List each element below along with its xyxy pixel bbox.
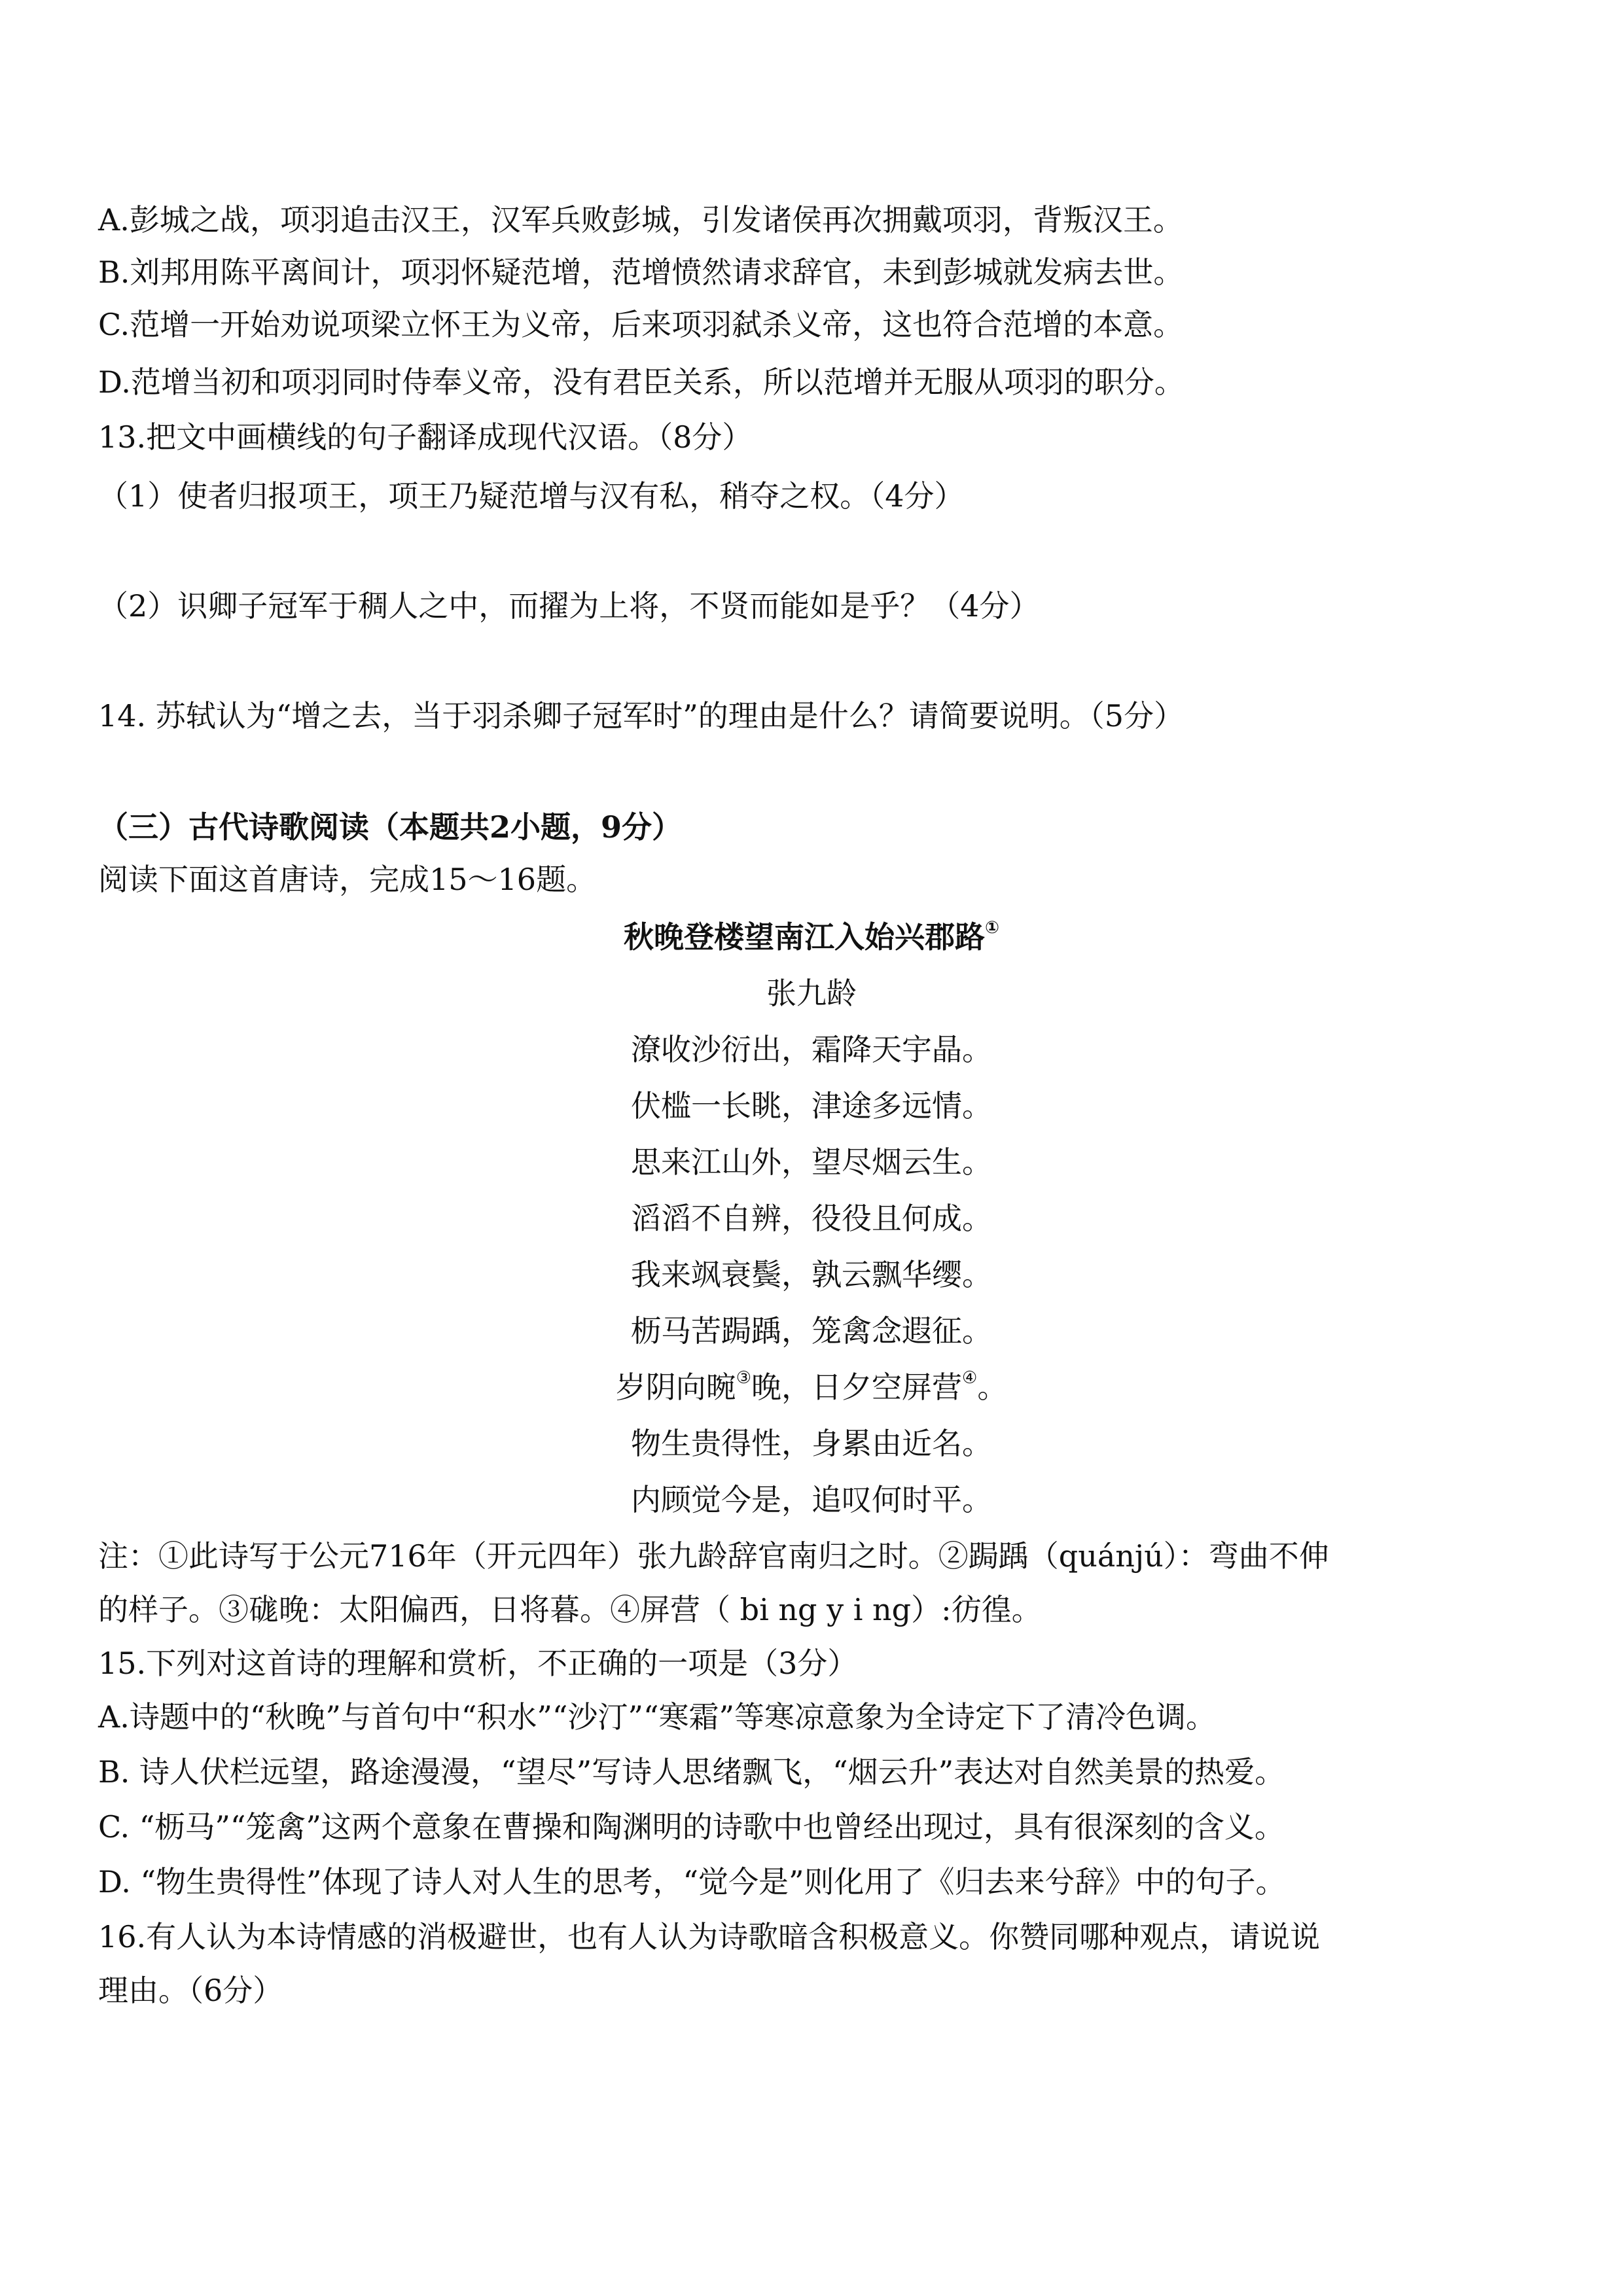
poem-line: 枥马苦跼踽，笼禽念遐征。 <box>631 1313 992 1349</box>
q13-item-1: （1）使者归报项王，项王乃疑范增与汉有私，稍夺之权。（4分） <box>98 478 965 514</box>
poem-note-mark-3: ③ <box>736 1368 751 1388</box>
q15-option-c: C. “枥马”“笼禽”这两个意象在曹操和陶渊明的诗歌中也曾经出现过，具有很深刻的含义。 <box>98 1809 1285 1845</box>
poem-title-text: 秋晚登楼望南江入始兴郡路 <box>623 919 985 955</box>
q12-option-b: B.刘邦用陈平离间计，项羽怀疑范增，范增愤然请求辞官，未到彭城就发病去世。 <box>98 255 1184 290</box>
poem-line-7 <box>157 1366 1466 1408</box>
poem-author: 张九龄 <box>766 976 857 1011</box>
poem-title <box>157 916 1466 958</box>
poem-line: 我来飒衰鬓，孰云飘华缨。 <box>631 1257 992 1292</box>
q12-option-d: D.范增当初和项羽同时侍奉义帝，没有君臣关系，所以范增并无服从项羽的职分。 <box>98 364 1185 400</box>
poem-line-7-part-b: 晚，日夕空屏营 <box>751 1369 962 1405</box>
poem-line-7-part-c: 。 <box>977 1369 1008 1405</box>
q13-item-2: （2）识卿子冠军于稠人之中，而擢为上将，不贤而能如是乎？（4分） <box>98 588 1040 624</box>
poem-line: 思来江山外，望尽烟云生。 <box>631 1144 992 1180</box>
q14-stem: 14. 苏轼认为“增之去，当于羽杀卿子冠军时”的理由是什么？请简要说明。（5分） <box>98 698 1185 733</box>
poem-note-mark-4: ④ <box>962 1368 978 1388</box>
q12-option-a: A.彭城之战，项羽追击汉王，汉军兵败彭城，引发诸侯再次拥戴项羽，背叛汉王。 <box>98 202 1183 238</box>
poem-line-7-part-a: 岁阴向晼 <box>615 1369 736 1405</box>
poem-line: 物生贵得性，身累由近名。 <box>631 1426 992 1461</box>
q15-option-d: D. “物生贵得性”体现了诗人对人生的思考，“觉今是”则化用了《归去来兮辞》中的句子。 <box>98 1864 1286 1899</box>
poem-notes-line-2: 的样子。③硥晚：太阳偏西，日将暮。④屏营（ bi ng y i ng）:彷徨。 <box>98 1592 1042 1627</box>
q16-stem-line-2: 理由。（6分） <box>98 1973 283 2008</box>
q15-option-a: A.诗题中的“秋晚”与首句中“积水”“沙汀”“寒霜”等寒凉意象为全诗定下了清冷色调。 <box>98 1699 1216 1735</box>
q15-option-b: B. 诗人伏栏远望，路途漫漫，“望尽”写诗人思绪飘飞，“烟云升”表达对自然美景的热爱。 <box>98 1754 1285 1790</box>
poem-line: 伏槛一长眺，津途多远情。 <box>631 1088 992 1123</box>
poem-line: 滔滔不自辨，役役且何成。 <box>631 1201 992 1236</box>
poem-line: 潦收沙衍出，霜降天宇晶。 <box>631 1032 992 1067</box>
q13-stem: 13.把文中画横线的句子翻译成现代汉语。（8分） <box>98 419 753 455</box>
q12-option-c: C.范增一开始劝说项梁立怀王为义帝，后来项羽弑杀义帝，这也符合范增的本意。 <box>98 307 1184 342</box>
q15-stem: 15.下列对这首诗的理解和赏析，不正确的一项是（3分） <box>98 1646 858 1681</box>
poem-title-note-mark: ① <box>984 918 999 938</box>
poem-notes-line-1: 注：①此诗写于公元716年（开元四年）张九龄辞官南归之时。②跼踽（quánjú）：弯曲不伸 <box>98 1538 1329 1574</box>
poem-intro: 阅读下面这首唐诗，完成15～16题。 <box>98 862 597 897</box>
q16-stem-line-1: 16.有人认为本诗情感的消极避世，也有人认为诗歌暗含积极意义。你赞同哪种观点，请说说 <box>98 1919 1321 1954</box>
poem-line: 内顾觉今是，追叹何时平。 <box>631 1482 992 1517</box>
section-heading: （三）古代诗歌阅读（本题共2小题，9分） <box>98 809 683 845</box>
